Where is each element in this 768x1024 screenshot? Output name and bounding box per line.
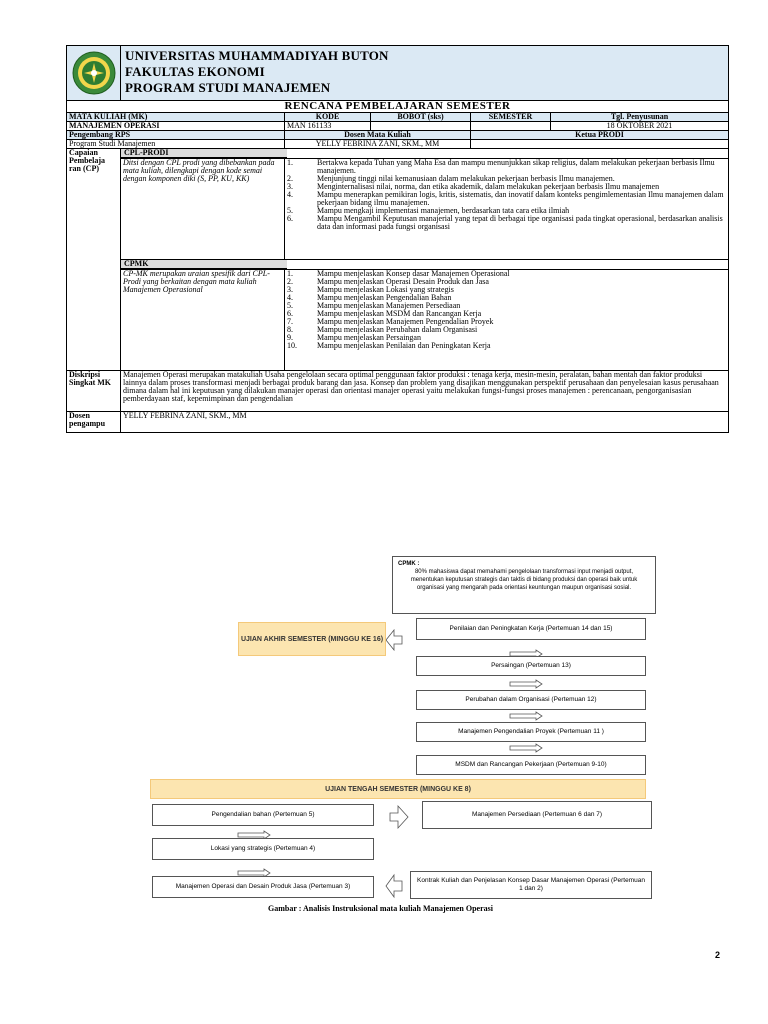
cpl-item-number: 5. bbox=[287, 206, 293, 215]
box-msdm: MSDM dan Rancangan Pekerjaan (Pertemuan 9-10) bbox=[416, 755, 646, 775]
cpl-item-number: 2. bbox=[287, 174, 293, 183]
arrow-left-uas bbox=[386, 630, 402, 650]
ketua-label: Ketua PRODI bbox=[471, 131, 729, 140]
cpmk-item-text: Mampu menjelaskan Penilaian dan Peningkatan Kerja bbox=[317, 341, 491, 350]
diagram-caption: Gambar : Analisis Instruksional mata kuliah Manajemen Operasi bbox=[268, 904, 493, 913]
cpmk-item-text: Mampu menjelaskan Persaingan bbox=[317, 333, 421, 342]
arrow-right-persediaan bbox=[390, 806, 408, 828]
cpmk-item-text: Mampu menjelaskan Lokasi yang strategis bbox=[317, 285, 454, 294]
cpmk-item-text: Mampu menjelaskan Manajemen Pengendalian Proyek bbox=[317, 317, 494, 326]
uts-box: UJIAN TENGAH SEMESTER (MINGGU KE 8) bbox=[150, 779, 646, 799]
cpmk-item-number: 5. bbox=[287, 301, 293, 310]
col-semester-label: SEMESTER bbox=[471, 113, 551, 122]
cpl-item-text: Mampu mengkaji implementasi manajemen, berdasarkan tata cara etika ilmiah bbox=[317, 206, 570, 215]
arrow-up-3 bbox=[510, 712, 542, 720]
box-persediaan: Manajemen Persediaan (Pertemuan 6 dan 7) bbox=[422, 801, 652, 829]
cpl-head: CPL-PRODI bbox=[121, 149, 287, 158]
cpmk-item-text: Mampu menjelaskan Pengendalian Bahan bbox=[317, 293, 452, 302]
cpmk-item-number: 6. bbox=[287, 309, 293, 318]
box-pengendalian: Pengendalian bahan (Pertemuan 5) bbox=[152, 804, 374, 826]
col-kode-label: KODE bbox=[285, 113, 371, 122]
cpmk-item-text: Mampu menjelaskan MSDM dan Rancangan Kerja bbox=[317, 309, 482, 318]
cpmk-item-number: 1. bbox=[287, 269, 293, 278]
cpmk-item-text: Mampu menjelaskan Manajemen Persediaan bbox=[317, 301, 461, 310]
faculty-name: FAKULTAS EKONOMI bbox=[125, 64, 265, 79]
cpmk-item-number: 4. bbox=[287, 293, 293, 302]
col-bobot-label: BOBOT (sks) bbox=[371, 113, 471, 122]
cpmk-item-number: 8. bbox=[287, 325, 293, 334]
cpl-item-number: 4. bbox=[287, 190, 293, 199]
dosen-value: YELLY FEBRINA ZANI, SKM., MM bbox=[285, 140, 471, 149]
cpmk-box bbox=[392, 556, 656, 614]
cpl-item-number: 1. bbox=[287, 158, 293, 167]
cpl-item-text: Bertakwa kepada Tuhan yang Maha Esa dan mampu menunjukkan sikap religius, dalam melakukan pekerjaan berbasis Ilmu manajemen. bbox=[317, 158, 715, 175]
dosen-pengampu-label: Dosen pengampu bbox=[67, 412, 121, 433]
cpmk-desc: CP-MK merupakan uraian spesifik dari CPL-Prodi yang berkaitan dengan mata kuliah Manajemen Operasional bbox=[121, 270, 285, 371]
cpmk-item-number: 2. bbox=[287, 277, 293, 286]
pengembang-value: Program Studi Manajemen bbox=[67, 140, 285, 149]
box-persaingan: Persaingan (Pertemuan 13) bbox=[416, 656, 646, 676]
cpl-item-number: 3. bbox=[287, 182, 293, 191]
pengembang-label: Pengembang RPS bbox=[67, 131, 285, 140]
mk-value: MANAJEMEN OPERASI bbox=[67, 122, 285, 131]
deskripsi-text: Manajemen Operasi merupakan matakuliah Usaha pengelolaan secara optimal penggunaan faktor produksi : tenaga kerja, mesin-mesin, peralatan, bahan mentah dan faktor produksi lainnya dalam proses transformasi menjadi berbagai produk barang dan jasa. Konsep dan problem yang disajikan menggunakan perspektif perusahaan dan penyelesaian kasus perusahaan dimana dalam hal ini keputusan yang dilakukan manajer operasi dan orientasi manajer operasi yaitu melakukan fungsi-fungsi proses manajemen : perencanaan, pengorganisasian pemberdayaan staf, kepemimpinan dan pengendalian bbox=[121, 371, 729, 412]
box-lokasi: Lokasi yang strategis (Pertemuan 4) bbox=[152, 838, 374, 860]
page-number: 2 bbox=[714, 950, 720, 960]
cpmk-box-text: 80% mahasiswa dapat memahami pengelolaan transformasi input menjadi output, menentukan keputusan strategis dan taktis di bidang produksi dan operasi baik untuk organisasi yang mengarah pada orientasi keuntungan maupun organisasi sosial. bbox=[410, 569, 638, 591]
cpmk-item-number: 3. bbox=[287, 285, 293, 294]
dosen-label: Dosen Mata Kuliah bbox=[285, 131, 471, 140]
cpmk-item-text: Mampu menjelaskan Perubahan dalam Organisasi bbox=[317, 325, 478, 334]
cpmk-box-title: CPMK : bbox=[398, 561, 420, 567]
box-kontrak: Kontrak Kuliah dan Penjelasan Konsep Dasar Manajemen Operasi (Pertemuan 1 dan 2) bbox=[410, 871, 652, 899]
university-name: UNIVERSITAS MUHAMMADIYAH BUTON bbox=[125, 48, 389, 63]
cpmk-item-number: 9. bbox=[287, 333, 293, 342]
tgl-value: 18 OKTOBER 2021 bbox=[551, 122, 729, 131]
cpl-item-text: Menginternalisasi nilai, norma, dan etika akademik, dalam melakukan pekerjaan berbasis Ilmu manajemen bbox=[317, 182, 660, 191]
cpmk-item-text: Mampu menjelaskan Operasi Desain Produk dan Jasa bbox=[317, 277, 489, 286]
col-mk-label: MATA KULIAH (MK) bbox=[67, 113, 285, 122]
cpmk-item-text: Mampu menjelaskan Konsep dasar Manajemen Operasional bbox=[317, 269, 510, 278]
cpmk-head: CPMK bbox=[121, 260, 287, 269]
box-desain: Manajemen Operasi dan Desain Produk Jasa (Pertemuan 3) bbox=[152, 876, 374, 898]
cpl-item-number: 6. bbox=[287, 214, 293, 223]
cpl-item-text: Menjunjung tinggi nilai kemanusiaan dalam melakukan pekerjaan berbasis Ilmu manajemen. bbox=[317, 174, 615, 183]
cpl-item-text: Mampu menerapkan pemikiran logis, kritis, sistematis, dan inovatif dalam konteks pengimlementasian Ilmu manajemen dalam pekerjaan bidang ilmu manajemen. bbox=[317, 190, 724, 207]
box-penilaian: Penilaian dan Peningkatan Kerja (Pertemuan 14 dan 15) bbox=[416, 618, 646, 640]
program-name: PROGRAM STUDI MANAJEMEN bbox=[125, 80, 331, 95]
cp-label: Capaian Pembelaja ran (CP) bbox=[67, 149, 121, 371]
box-perubahan: Perubahan dalam Organisasi (Pertemuan 12) bbox=[416, 690, 646, 710]
dosen-pengampu-value: YELLY FEBRINA ZANI, SKM., MM bbox=[121, 412, 729, 433]
deskripsi-label: Diskripsi Singkat MK bbox=[67, 371, 121, 412]
cpl-item-text: Mampu Mengambil Keputusan manajerial yang tepat di berbagai tipe organisasi pada tingkat operasional, berdasarkan analisis data dan informasi pada fungsi organisasi bbox=[317, 214, 723, 231]
cpmk-item-number: 10. bbox=[287, 341, 297, 350]
uas-box: UJIAN AKHIR SEMESTER (MINGGU KE 16) bbox=[238, 622, 386, 656]
col-tgl-label: Tgl. Penyusunan bbox=[551, 113, 729, 122]
cpmk-item-number: 7. bbox=[287, 317, 293, 326]
doc-title: RENCANA PEMBELAJARAN SEMESTER bbox=[67, 101, 729, 113]
cpl-desc: Ditsi dengan CPL prodi yang dibebankan pada mata kuliah, dilengkapi dengan kode semai dengan komponen diki (S, PP, KU, KK) bbox=[121, 159, 285, 260]
kode-value: MAN 161133 bbox=[285, 122, 371, 131]
arrow-left-desain bbox=[386, 875, 402, 897]
arrow-up-4 bbox=[510, 744, 542, 752]
arrow-up-2 bbox=[510, 680, 542, 688]
box-proyek: Manajemen Pengendalian Proyek (Pertemuan 11 ) bbox=[416, 722, 646, 742]
